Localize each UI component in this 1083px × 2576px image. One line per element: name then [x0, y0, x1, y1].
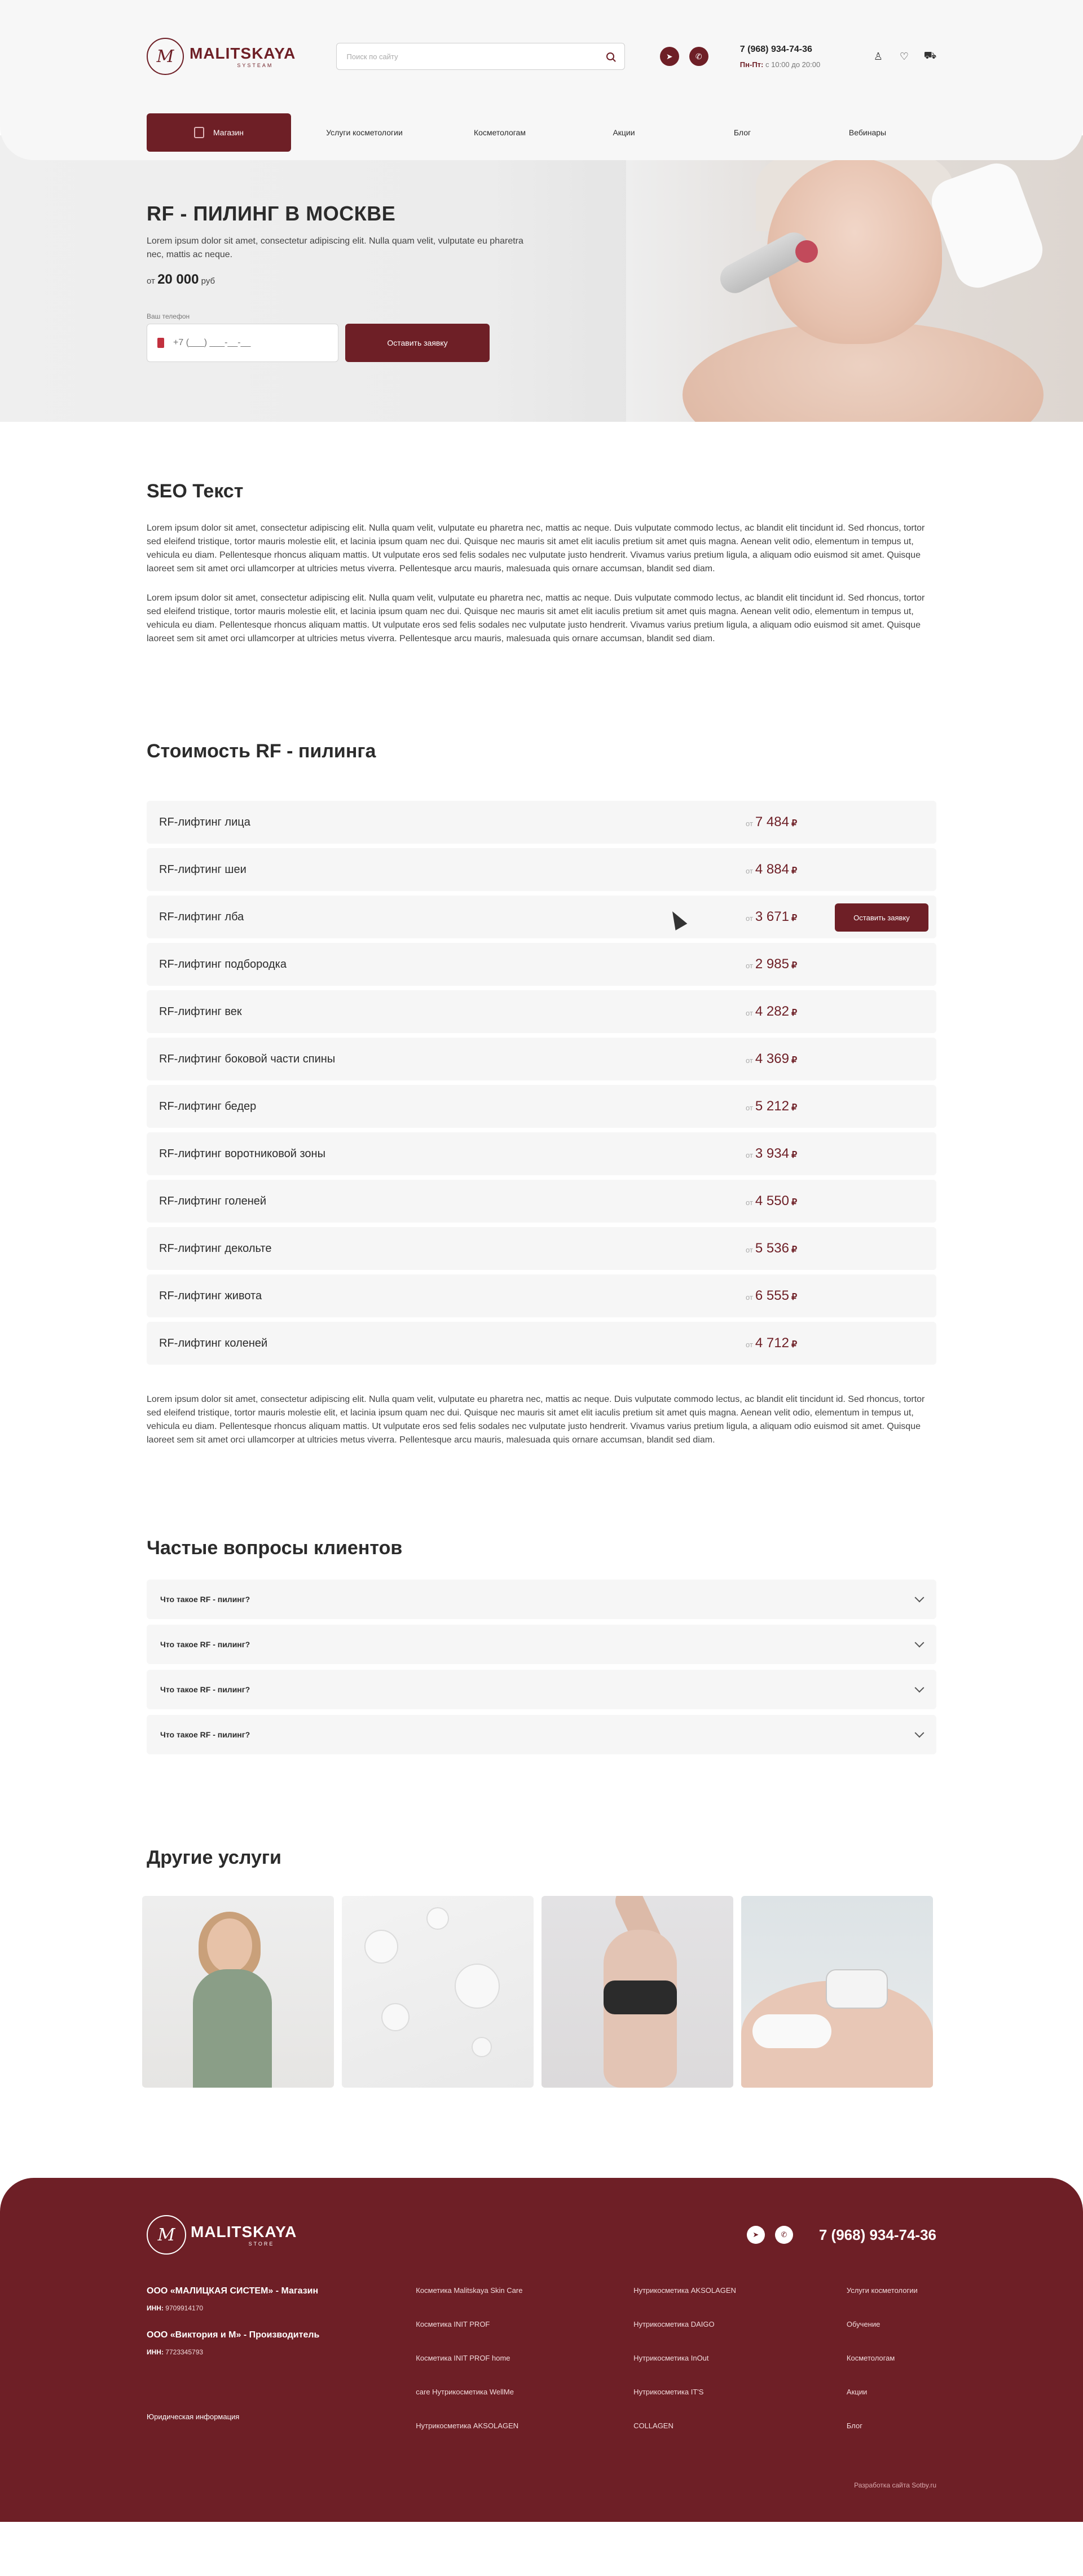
main-nav	[147, 113, 936, 152]
legal-entity-inn: ИНН: 9709914170	[147, 2304, 204, 2312]
price-name: RF-лифтинг голеней	[159, 1194, 267, 1207]
legal-entity-title: ООО «МАЛИЦКАЯ СИСТЕМ» - Магазин	[147, 2286, 319, 2296]
services-title: Другие услуги	[147, 1847, 281, 1868]
price-value: от 4 550 ₽	[746, 1193, 798, 1208]
faq-question: Что такое RF - пилинг?	[160, 1595, 250, 1604]
price-value: от 3 934 ₽	[746, 1146, 798, 1161]
footer-link[interactable]: Нутрикосметика AKSOLAGEN	[633, 2286, 736, 2295]
legal-entity-inn: ИНН: 7723345793	[147, 2348, 204, 2356]
nav-shop-label: Магазин	[213, 128, 244, 137]
price-row[interactable]	[147, 1132, 936, 1175]
work-hours: Пн-Пт: с 10:00 до 20:00	[739, 60, 821, 69]
search-icon[interactable]	[606, 52, 614, 60]
price-name: RF-лифтинг боковой части спины	[159, 1052, 336, 1065]
callback-form	[147, 324, 936, 362]
legal-info-link[interactable]: Юридическая информация	[147, 2412, 240, 2421]
prices-text: Lorem ipsum dolor sit amet, consectetur adipiscing elit. Nulla quam velit, vulputate eu pharetra nec, mattis ac neque. Duis vulputate commodo lectus, ac blandit elit tincidunt id. Sed rhoncus, tortor sed eleifend tristique, tortor mauris molestie elit, et lacinia ipsum quam nec dui. Quisque nec mauris sit amet elit iaculis pretium sit amet quis magna. Aenean velit odio, elementum in tempus ut, vehicula eu diam. Pellentesque rhoncus aliquam mattis. Ut vulputate eros sed felis sodales nec vulputate justo hendrerit. Vivamus varius pretium ligula, a aliquam odio euismod sit amet. Quisque laoreet sem sit amet orci ullamcorper at ultricies metus viverra. Pellentesque arcu mauris, malesuada quis ornare accumsan, blandit sed diam.	[147, 1395, 925, 1445]
service-card[interactable]	[741, 1896, 933, 2088]
chevron-down-icon[interactable]	[915, 1728, 924, 1738]
price-value: от 5 212 ₽	[746, 1099, 798, 1114]
submit-request-button[interactable]: Оставить заявку	[345, 324, 490, 362]
hero-section	[0, 135, 1083, 422]
developer-credit[interactable]: Разработка сайта Sotby.ru	[854, 2481, 936, 2489]
search-box[interactable]	[336, 43, 625, 70]
logo-name: MALITSKAYA	[190, 45, 296, 62]
price-name: RF-лифтинг подбородка	[159, 958, 287, 971]
phone-label: Ваш телефон	[147, 312, 190, 320]
footer-link[interactable]: care Нутрикосметика WellMe	[416, 2388, 514, 2396]
nav-promotions[interactable]: Акции	[613, 128, 635, 137]
footer-logo[interactable]	[147, 2215, 297, 2255]
logo-mark-icon: M	[147, 38, 184, 75]
whatsapp-icon[interactable]: ✆	[689, 47, 708, 66]
price-name: RF-лифтинг шеи	[159, 863, 246, 876]
price-name: RF-лифтинг живота	[159, 1289, 262, 1302]
cart-icon[interactable]: ⛟	[923, 50, 937, 61]
legal-entity-title: ООО «Виктория и М» - Производитель	[147, 2330, 320, 2340]
price-value: от 4 282 ₽	[746, 1004, 798, 1019]
seo-title: SEO Текст	[147, 480, 244, 502]
nav-webinars[interactable]: Вебинары	[848, 128, 887, 137]
logo-mark-icon: M	[147, 2215, 186, 2255]
price-name: RF-лифтинг воротниковой зоны	[159, 1147, 325, 1160]
service-card[interactable]	[342, 1896, 534, 2088]
telegram-icon[interactable]: ➤	[660, 47, 679, 66]
heart-icon[interactable]: ♡	[899, 50, 909, 62]
footer-link[interactable]: Нутрикосметика IT'S	[633, 2388, 704, 2396]
faq-title: Частые вопросы клиентов	[147, 1537, 403, 1559]
price-name: RF-лифтинг декольте	[159, 1242, 272, 1255]
row-request-button[interactable]: Оставить заявку	[835, 903, 928, 932]
whatsapp-icon[interactable]: ✆	[775, 2226, 793, 2244]
phone-input[interactable]	[173, 338, 309, 348]
price-value: от 7 484 ₽	[746, 814, 798, 830]
user-icon[interactable]: ♙	[873, 50, 883, 62]
footer-link[interactable]: Косметика INIT PROF home	[416, 2354, 510, 2362]
footer-link[interactable]: Услуги косметологии	[846, 2286, 918, 2295]
price-row[interactable]	[147, 990, 936, 1033]
service-card[interactable]	[142, 1896, 334, 2088]
price-row[interactable]	[147, 896, 936, 938]
footer-link[interactable]: Нутрикосметика DAIGO	[633, 2320, 715, 2328]
hero-description: Lorem ipsum dolor sit amet, consectetur adipiscing elit. Nulla quam velit, vulputate eu pharetra nec, mattis ac neque.	[147, 236, 523, 259]
country-flag-icon[interactable]	[157, 338, 164, 348]
price-row[interactable]	[147, 1085, 936, 1128]
footer-link[interactable]: Обучение	[846, 2320, 881, 2328]
nav-cosmetology-services[interactable]: Услуги косметологии	[326, 128, 403, 137]
price-row[interactable]	[147, 1274, 936, 1317]
site-header	[0, 0, 1083, 160]
faq-question: Что такое RF - пилинг?	[160, 1640, 250, 1649]
price-row[interactable]	[147, 801, 936, 844]
price-row[interactable]	[147, 1180, 936, 1223]
price-name: RF-лифтинг лица	[159, 815, 250, 828]
seo-paragraph-1: Lorem ipsum dolor sit amet, consectetur adipiscing elit. Nulla quam velit, vulputate eu pharetra nec, mattis ac neque. Duis vulputate commodo lectus, ac blandit elit tincidunt id. Sed rhoncus, tortor sed eleifend tristique, tortor mauris molestie elit, et lacinia ipsum quam nec dui. Quisque nec mauris sit amet elit iaculis pretium sit amet quis magna. Aenean velit odio, elementum in tempus ut, vehicula eu diam. Pellentesque rhoncus aliquam mattis. Ut vulputate eros sed felis sodales nec vulputate justo hendrerit. Vivamus varius pretium ligula, a aliquam odio euismod sit amet. Quisque laoreet sem sit amet orci ullamcorper at ultricies metus viverra. Pellentesque arcu mauris, malesuada quis ornare accumsan, blandit sed diam.	[147, 523, 925, 574]
faq-question: Что такое RF - пилинг?	[160, 1685, 250, 1694]
faq-list	[147, 1580, 936, 1754]
price-value: от 6 555 ₽	[746, 1288, 798, 1303]
seo-section	[147, 422, 936, 646]
nav-blog[interactable]: Блог	[733, 128, 751, 137]
seo-paragraph-2: Lorem ipsum dolor sit amet, consectetur adipiscing elit. Nulla quam velit, vulputate eu pharetra nec, mattis ac neque. Duis vulputate commodo lectus, ac blandit elit tincidunt id. Sed rhoncus, tortor sed eleifend tristique, tortor mauris molestie elit, et lacinia ipsum quam nec dui. Quisque nec mauris sit amet elit iaculis pretium sit amet quis magna. Aenean velit odio, elementum in tempus ut, vehicula eu diam. Pellentesque rhoncus aliquam mattis. Ut vulputate eros sed felis sodales nec vulputate justo hendrerit. Vivamus varius pretium ligula, a aliquam odio euismod sit amet. Quisque laoreet sem sit amet orci ullamcorper at ultricies metus viverra. Pellentesque arcu mauris, malesuada quis ornare accumsan, blandit sed diam.	[147, 593, 925, 643]
faq-item[interactable]	[147, 1715, 936, 1754]
price-value: от 5 536 ₽	[746, 1241, 798, 1256]
price-row[interactable]	[147, 1227, 936, 1270]
footer-link[interactable]: Нутрикосметика InOut	[633, 2354, 709, 2362]
chevron-down-icon[interactable]	[915, 1638, 924, 1648]
footer-logo-sub: STORE	[248, 2241, 275, 2247]
site-footer	[0, 2178, 1083, 2522]
bag-icon	[194, 127, 204, 138]
header-phone[interactable]: 7 (968) 934-74-36	[739, 44, 812, 54]
price-value: от 4 712 ₽	[746, 1335, 798, 1351]
hero-title: RF - ПИЛИНГ В МОСКВЕ	[147, 202, 396, 225]
logo-sub: SYSTEAM	[237, 63, 274, 68]
prices-section	[147, 646, 936, 1447]
faq-question: Что такое RF - пилинг?	[160, 1730, 250, 1739]
footer-link[interactable]: Косметика Malitskaya Skin Care	[416, 2286, 523, 2295]
phone-field[interactable]	[147, 324, 338, 362]
footer-link[interactable]: Косметика INIT PROF	[416, 2320, 490, 2328]
other-services-section	[147, 1754, 936, 2088]
price-name: RF-лифтинг лба	[159, 910, 244, 923]
telegram-icon[interactable]: ➤	[747, 2226, 765, 2244]
faq-item[interactable]	[147, 1625, 936, 1664]
service-card[interactable]	[542, 1896, 733, 2088]
footer-link[interactable]: Нутрикосметика AKSOLAGEN	[416, 2421, 519, 2430]
footer-phone[interactable]: 7 (968) 934-74-36	[818, 2226, 936, 2243]
nav-shop[interactable]	[147, 113, 291, 152]
price-list	[147, 801, 936, 1365]
search-input[interactable]	[347, 52, 606, 61]
faq-item[interactable]	[147, 1580, 936, 1619]
price-row[interactable]	[147, 848, 936, 891]
logo[interactable]	[147, 38, 326, 75]
footer-link[interactable]: Косметологам	[846, 2354, 895, 2362]
chevron-down-icon[interactable]	[915, 1593, 924, 1603]
footer-link[interactable]: COLLAGEN	[633, 2421, 673, 2430]
price-value: от 4 369 ₽	[746, 1051, 798, 1066]
price-name: RF-лифтинг век	[159, 1005, 242, 1018]
price-row[interactable]	[147, 1322, 936, 1365]
footer-link[interactable]: Блог	[846, 2421, 862, 2430]
nav-for-cosmetologists[interactable]: Косметологам	[474, 128, 526, 137]
hero-price: от 20 000 руб	[147, 272, 215, 287]
price-row[interactable]	[147, 1038, 936, 1080]
price-name: RF-лифтинг коленей	[159, 1336, 268, 1349]
faq-section	[147, 1447, 936, 1754]
price-value: от 2 985 ₽	[746, 956, 798, 972]
faq-item[interactable]	[147, 1670, 936, 1709]
price-value: от 4 884 ₽	[746, 862, 798, 877]
price-value: от 3 671 ₽	[746, 909, 798, 924]
price-row[interactable]	[147, 943, 936, 986]
price-name: RF-лифтинг бедер	[159, 1100, 257, 1113]
prices-title: Стоимость RF - пилинга	[147, 740, 376, 762]
footer-link[interactable]: Акции	[846, 2388, 868, 2396]
chevron-down-icon[interactable]	[915, 1683, 924, 1693]
footer-logo-name: MALITSKAYA	[191, 2223, 297, 2240]
